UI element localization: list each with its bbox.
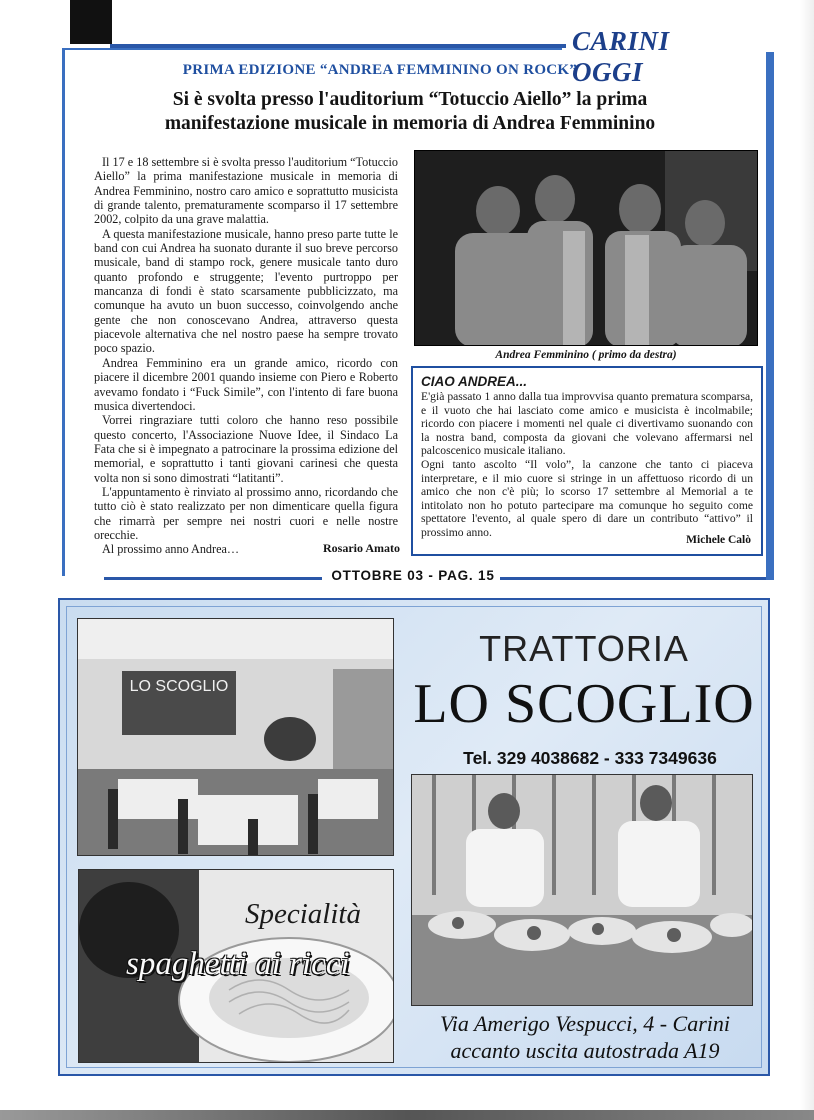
- specialty-line-2: spaghetti ai ricci: [126, 946, 350, 982]
- article-signature: Rosario Amato: [323, 541, 400, 555]
- staff-photo: [411, 774, 753, 1006]
- band-photo: [414, 150, 758, 346]
- article-frame-left: [62, 48, 65, 576]
- ciao-paragraph-2: Ogni tanto ascolto “Il volo”, la canzone che tanto ci piaceva interpretare, e il mio cuore si stringe in un affettuoso ricordo di un amico che non c'è più; lo scorso 17 settembre al Memorial a te intitolato non ho potuto partecipare ma comunque ho seguito come spettatore l'evento, al quale spero di dare un contributo “attivo” il prossimo anno.: [421, 457, 753, 539]
- body-paragraph: L'appuntamento è rinviato al prossimo anno, ricordando che tutto ciò è stato realizzato per non dimenticare quella figura che rimarrà per sempre nei nostri cuori e nelle nostre orecchie.: [94, 484, 398, 542]
- address-line-2: accanto uscita autostrada A19: [450, 1038, 720, 1063]
- page-right-edge: [800, 0, 814, 1110]
- restaurant-sign-text: LO SCOGLIO: [129, 678, 229, 695]
- page-footer: OTTOBRE 03 - PAG. 15: [331, 568, 495, 583]
- ciao-title: CIAO ANDREA...: [421, 374, 528, 389]
- ad-title-lo-scoglio: LO SCOGLIO: [413, 673, 755, 735]
- ciao-signature: Michele Calò: [686, 534, 751, 546]
- article-kicker: PRIMA EDIZIONE “ANDREA FEMMININO ON ROCK”: [182, 62, 578, 78]
- body-paragraph: Al prossimo anno Andrea…: [102, 542, 240, 557]
- restaurant-interior-illustration: [78, 619, 394, 856]
- body-paragraph: Il 17 e 18 settembre si è svolta presso l'auditorium “Totuccio Aiello” la prima manifestazione musicale in memoria di Andrea Femminino, nostro caro amico e soprattutto musicista di grande talento, prematuramente scomparso il 17 settembre 2002, colpito da una grave malattia.: [94, 155, 398, 227]
- body-paragraph: A questa manifestazione musicale, hanno preso parte tutte le band con cui Andrea ha suonato durante il suo breve percorso musicale, band di stampo rock, genere musicale tanto duro quanto profondo e struggente; l'evento purtroppo per mancanza di fondi è stato scarsamente pubblicizzato, ma comunque ha avuto un buon successo, coinvolgendo anche gente che non conoscevano Andrea, attraverso questa piacevole alternativa che nel nostro paese ha sempre trovato poco spazio.: [94, 226, 398, 356]
- body-paragraph: Vorrei ringraziare tutti coloro che hanno reso possibile questo concerto, l'Associazione Nuove Idee, il Sindaco La Fata che si è impegnato a patrocinare la prossima edizione del memorial, e soprattutto i tanti giovani carinesi che questa volta non si sono dimostrati “latitanti”.: [94, 413, 398, 485]
- ciao-paragraph-1: E'già passato 1 anno dalla tua improvvisa quanto prematura scomparsa, e il vuoto che hai lasciato come amico e musicista è incolmabile; ricordo con piacere i momenti nel quale ci divertivamo suonando con la nostra band, composta da giovani che volevano affermarsi nel palcoscenico musicale italiano.: [421, 390, 753, 458]
- corner-block: [70, 0, 112, 44]
- body-paragraph: Andrea Femminino era un grande amico, ricordo con piacere il dicembre 2001 quando insieme con Piero e Roberto avevamo fondato i “Fuck Simile”, con l'intento di fare buona musica divertendoci.: [94, 355, 398, 413]
- headline-line-1: Si è svolta presso l'auditorium “Totuccio Aiello” la prima: [172, 89, 648, 110]
- footer-rule-left: [104, 577, 322, 580]
- masthead-logo: CARINI OGGI: [572, 26, 670, 87]
- photo-caption: Andrea Femminino ( primo da destra): [495, 349, 677, 361]
- staff-photo-illustration: [412, 775, 753, 1006]
- article-frame-right: [766, 52, 774, 580]
- article-body: [94, 155, 398, 557]
- restaurant-interior-photo: [77, 618, 394, 856]
- scan-bottom-strip: [0, 1110, 814, 1120]
- article-headline: [90, 88, 730, 136]
- band-photo-illustration: [415, 151, 758, 346]
- ad-title-trattoria: TRATTORIA: [479, 628, 689, 669]
- specialty-line-1: Specialità: [245, 898, 361, 930]
- ad-phone: Tel. 329 4038682 - 333 7349636: [463, 748, 717, 768]
- address-line-1: Via Amerigo Vespucci, 4 - Carini: [439, 1011, 731, 1036]
- ad-address: [412, 1010, 758, 1064]
- headline-line-2: manifestazione musicale in memoria di Andrea Femminino: [164, 113, 656, 134]
- ciao-andrea-box: [411, 366, 763, 556]
- article-frame-top: [62, 48, 562, 50]
- footer-rule-right: [500, 577, 766, 580]
